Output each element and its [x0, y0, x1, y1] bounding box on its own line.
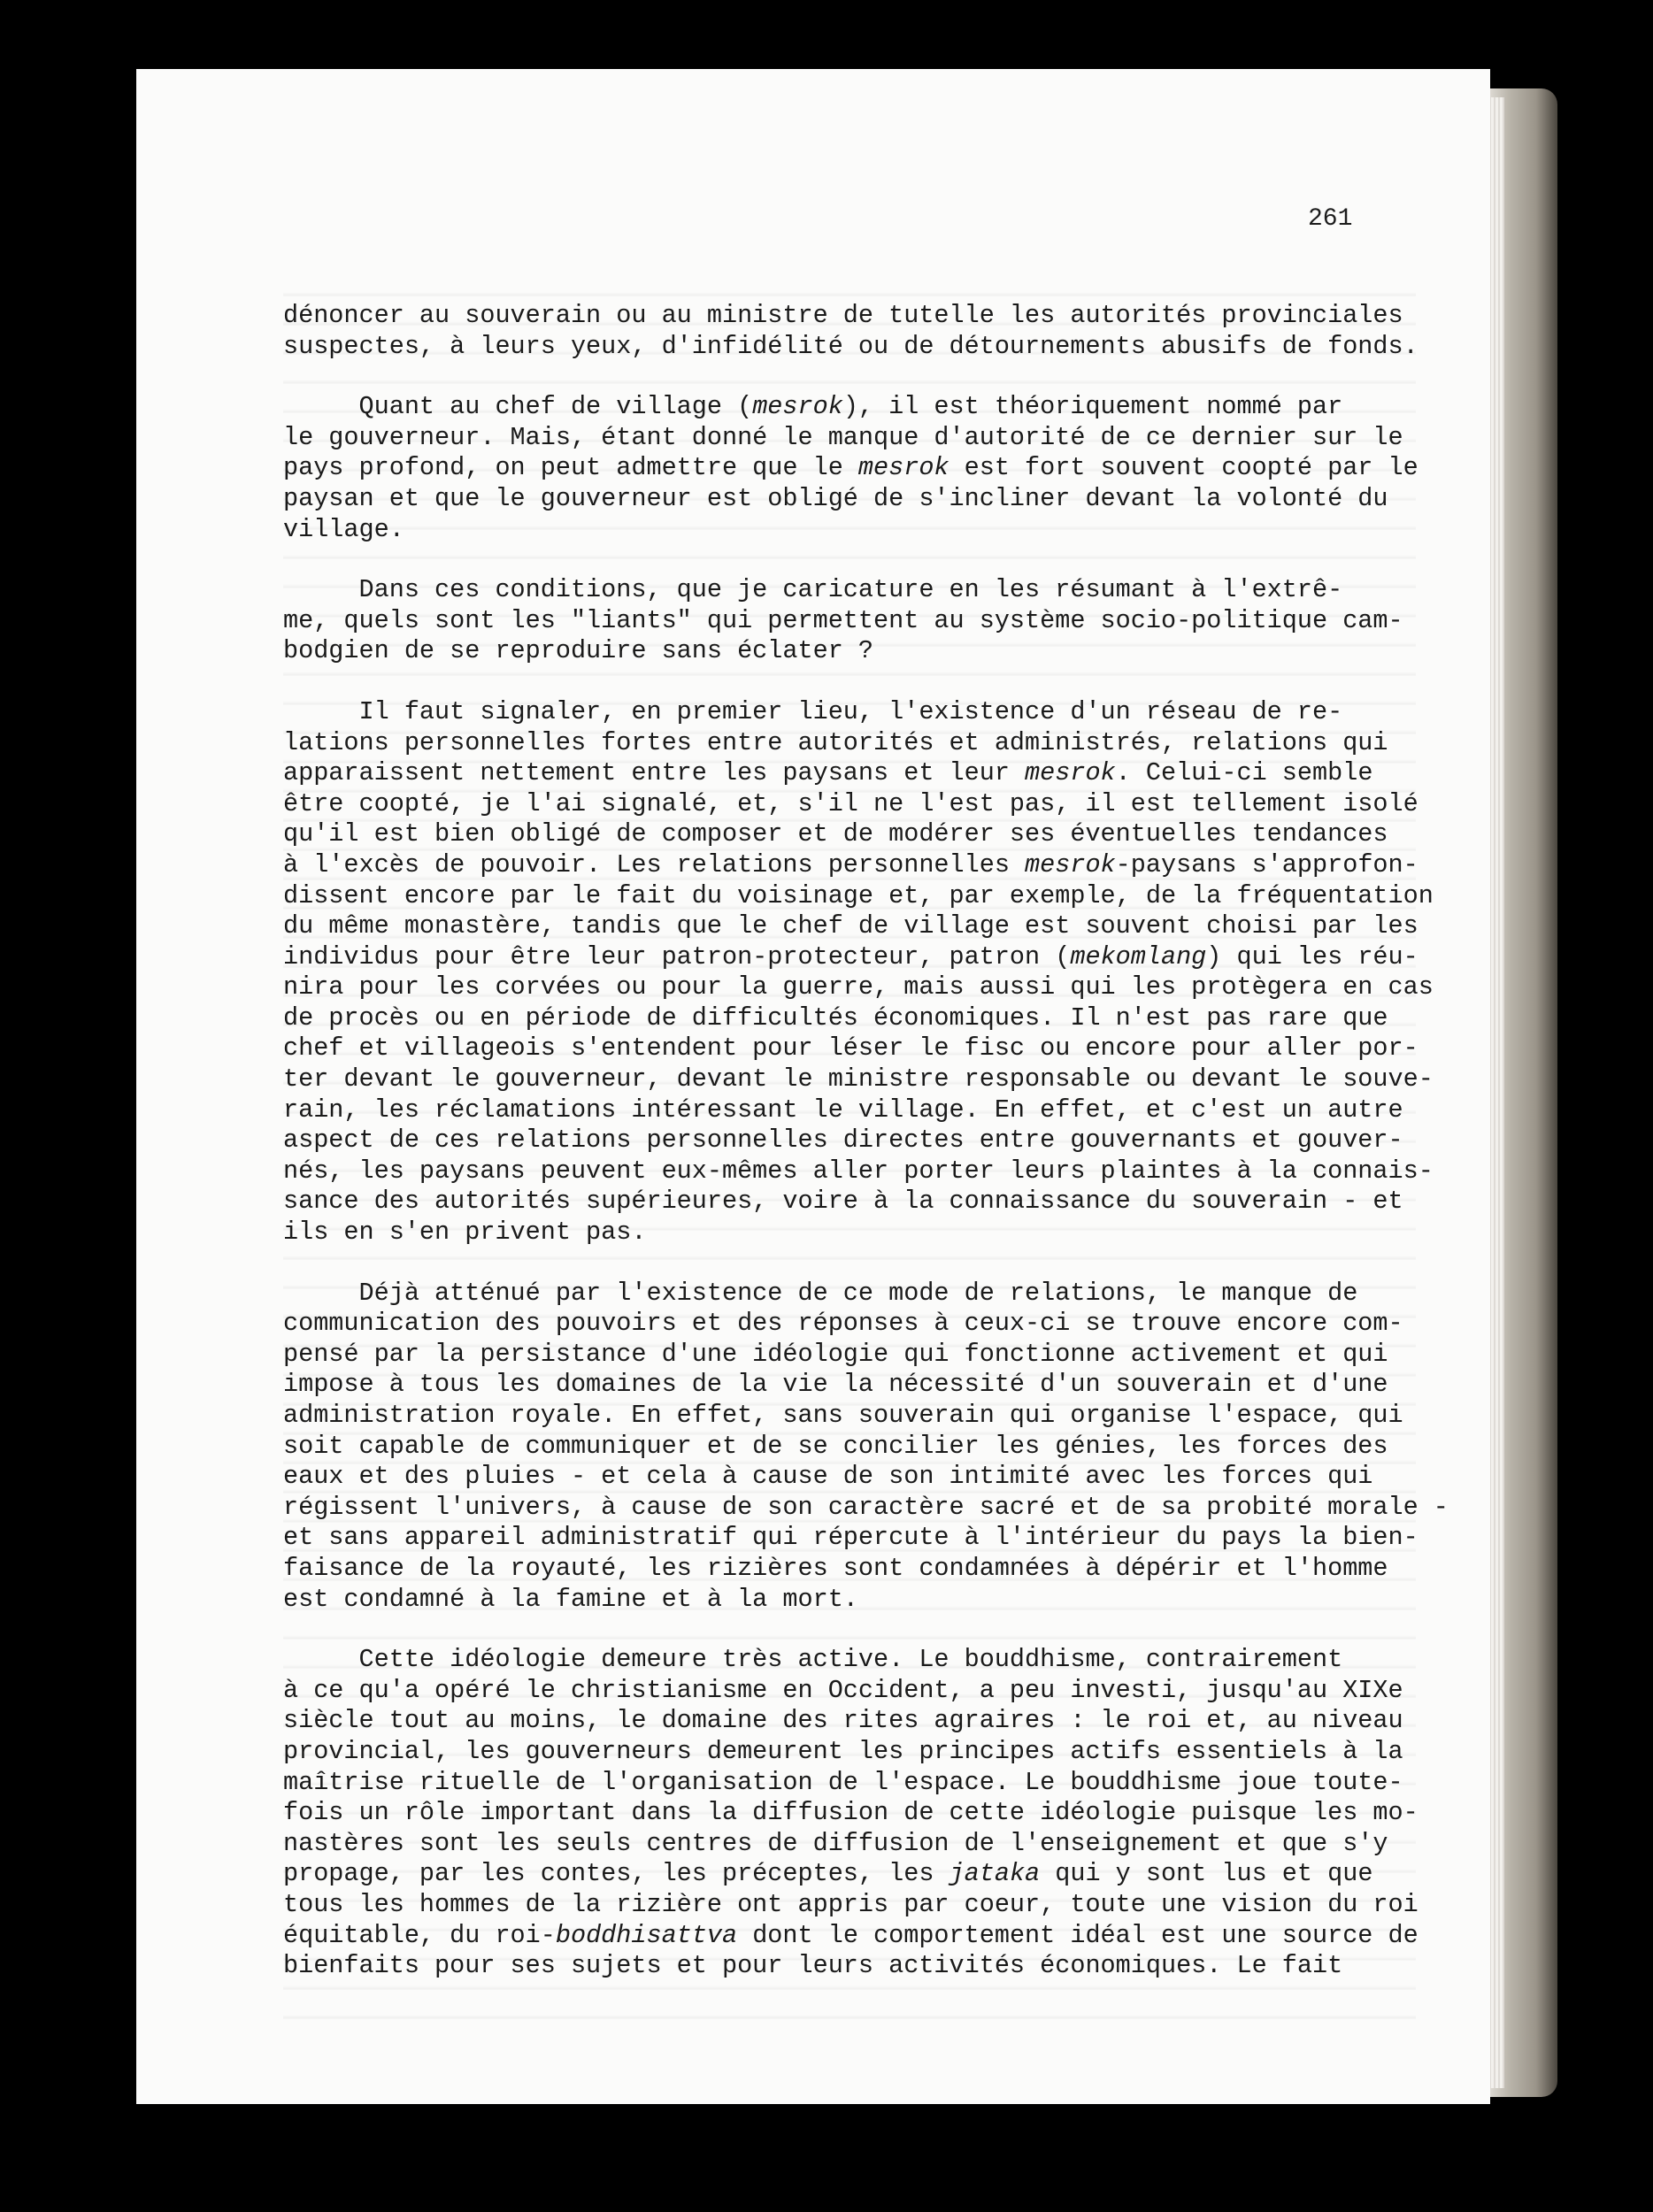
text-line: aspect de ces relations personnelles directes entre gouvernants et gouver-: [283, 1125, 1403, 1156]
paragraph: [283, 1278, 1449, 1616]
text-line: Il faut signaler, en premier lieu, l'existence d'un réseau de re-: [283, 696, 1343, 726]
text-line: communication des pouvoirs et des réponses à ceux-ci se trouve encore com-: [283, 1309, 1403, 1339]
text-line: ter devant le gouverneur, devant le ministre responsable ou devant le souve-: [283, 1064, 1434, 1094]
text-line: le gouverneur. Mais, étant donné le manque d'autorité de ce dernier sur le: [283, 422, 1403, 452]
paragraph: [283, 1645, 1419, 1982]
text-line: tous les hommes de la rizière ont appris par coeur, toute une vision du roi: [283, 1889, 1419, 1919]
text-line: pays profond, on peut admettre que le mesrok est fort souvent coopté par le: [283, 453, 1419, 483]
text-line: à l'excès de pouvoir. Les relations personnelles mesrok-paysans s'approfon-: [283, 849, 1419, 879]
text-line: équitable, du roi-boddhisattva dont le comportement idéal est une source de: [283, 1920, 1419, 1950]
text-line: me, quels sont les "liants" qui permettent au système socio-politique cam-: [283, 605, 1403, 635]
text-line: Dans ces conditions, que je caricature en les résumant à l'extrê-: [283, 575, 1343, 605]
text-line: bienfaits pour ses sujets et pour leurs activités économiques. Le fait: [283, 1951, 1343, 1981]
text-line: apparaissent nettement entre les paysans et leur mesrok. Celui-ci semble: [283, 758, 1373, 788]
text-line: du même monastère, tandis que le chef de village est souvent choisi par les: [283, 911, 1419, 941]
text-line: impose à tous les domaines de la vie la nécessité d'un souverain et d'une: [283, 1370, 1388, 1400]
text-line: nastères sont les seuls centres de diffusion de l'enseignement et que s'y: [283, 1828, 1388, 1858]
paragraph: [283, 301, 1419, 362]
text-line: Cette idéologie demeure très active. Le bouddhisme, contrairement: [283, 1645, 1343, 1675]
text-line: rain, les réclamations intéressant le village. En effet, et c'est un autre: [283, 1094, 1403, 1125]
text-line: ils en s'en privent pas.: [283, 1217, 647, 1248]
text-line: est condamné à la famine et à la mort.: [283, 1584, 858, 1614]
text-line: administration royale. En effet, sans souverain qui organise l'espace, qui: [283, 1401, 1403, 1430]
text-line: chef et villageois s'entendent pour léser le fisc ou encore pour aller por-: [283, 1033, 1419, 1064]
text-line: de procès ou en période de difficultés économiques. Il n'est pas rare que: [283, 1002, 1388, 1033]
paragraph: [283, 392, 1419, 545]
text-line: propage, par les contes, les préceptes, les jataka qui y sont lus et que: [283, 1859, 1373, 1889]
text-line: maîtrise rituelle de l'organisation de l'espace. Le bouddhisme joue toute-: [283, 1767, 1403, 1797]
text-line: faisance de la royauté, les rizières sont condamnées à dépérir et l'homme: [283, 1553, 1388, 1583]
text-line: pensé par la persistance d'une idéologie qui fonctionne activement et qui: [283, 1339, 1388, 1369]
text-line: dissent encore par le fait du voisinage et, par exemple, de la fréquentation: [283, 880, 1434, 910]
text-line: eaux et des pluies - et cela à cause de son intimité avec les forces qui: [283, 1462, 1373, 1492]
text-line: fois un rôle important dans la diffusion de cette idéologie puisque les mo-: [283, 1798, 1419, 1828]
text-line: lations personnelles fortes entre autorités et administrés, relations qui: [283, 727, 1388, 757]
text-line: sance des autorités supérieures, voire à la connaissance du souverain - et: [283, 1187, 1403, 1217]
text-line: nira pour les corvées ou pour la guerre, mais aussi qui les protègera en cas: [283, 972, 1434, 1002]
text-line: soit capable de communiquer et de se concilier les génies, les forces des: [283, 1431, 1388, 1461]
body-text: [283, 301, 1449, 1982]
paragraph: [283, 575, 1416, 667]
text-line: bodgien de se reproduire sans éclater ?: [283, 636, 874, 666]
page-number: 261: [1308, 205, 1353, 233]
text-line: dénoncer au souverain ou au ministre de tutelle les autorités provinciales: [283, 301, 1403, 330]
text-line: nés, les paysans peuvent eux-mêmes aller porter leurs plaintes à la connais-: [283, 1156, 1434, 1186]
text-line: et sans appareil administratif qui répercute à l'intérieur du pays la bien-: [283, 1523, 1419, 1553]
text-line: Déjà atténué par l'existence de ce mode de relations, le manque de: [283, 1278, 1358, 1308]
text-line: village.: [283, 514, 404, 544]
text-line: paysan et que le gouverneur est obligé de s'incliner devant la volonté du: [283, 483, 1388, 513]
text-line: suspectes, à leurs yeux, d'infidélité ou de détournements abusifs de fonds.: [283, 331, 1419, 361]
text-line: à ce qu'a opéré le christianisme en Occident, a peu investi, jusqu'au XIXe: [283, 1675, 1403, 1705]
text-line: qu'il est bien obligé de composer et de modérer ses éventuelles tendances: [283, 819, 1388, 849]
text-line: être coopté, je l'ai signalé, et, s'il ne l'est pas, il est tellement isolé: [283, 788, 1419, 818]
text-line: régissent l'univers, à cause de son caractère sacré et de sa probité morale -: [283, 1492, 1449, 1522]
text-line: siècle tout au moins, le domaine des rites agraires : le roi et, au niveau: [283, 1706, 1403, 1736]
text-line: provincial, les gouverneurs demeurent les principes actifs essentiels à la: [283, 1736, 1403, 1766]
text-line: individus pour être leur patron-protecteur, patron (mekomlang) qui les réu-: [283, 941, 1419, 972]
text-line: Quant au chef de village (mesrok), il est théoriquement nommé par: [283, 392, 1343, 422]
paragraph: [283, 696, 1434, 1248]
